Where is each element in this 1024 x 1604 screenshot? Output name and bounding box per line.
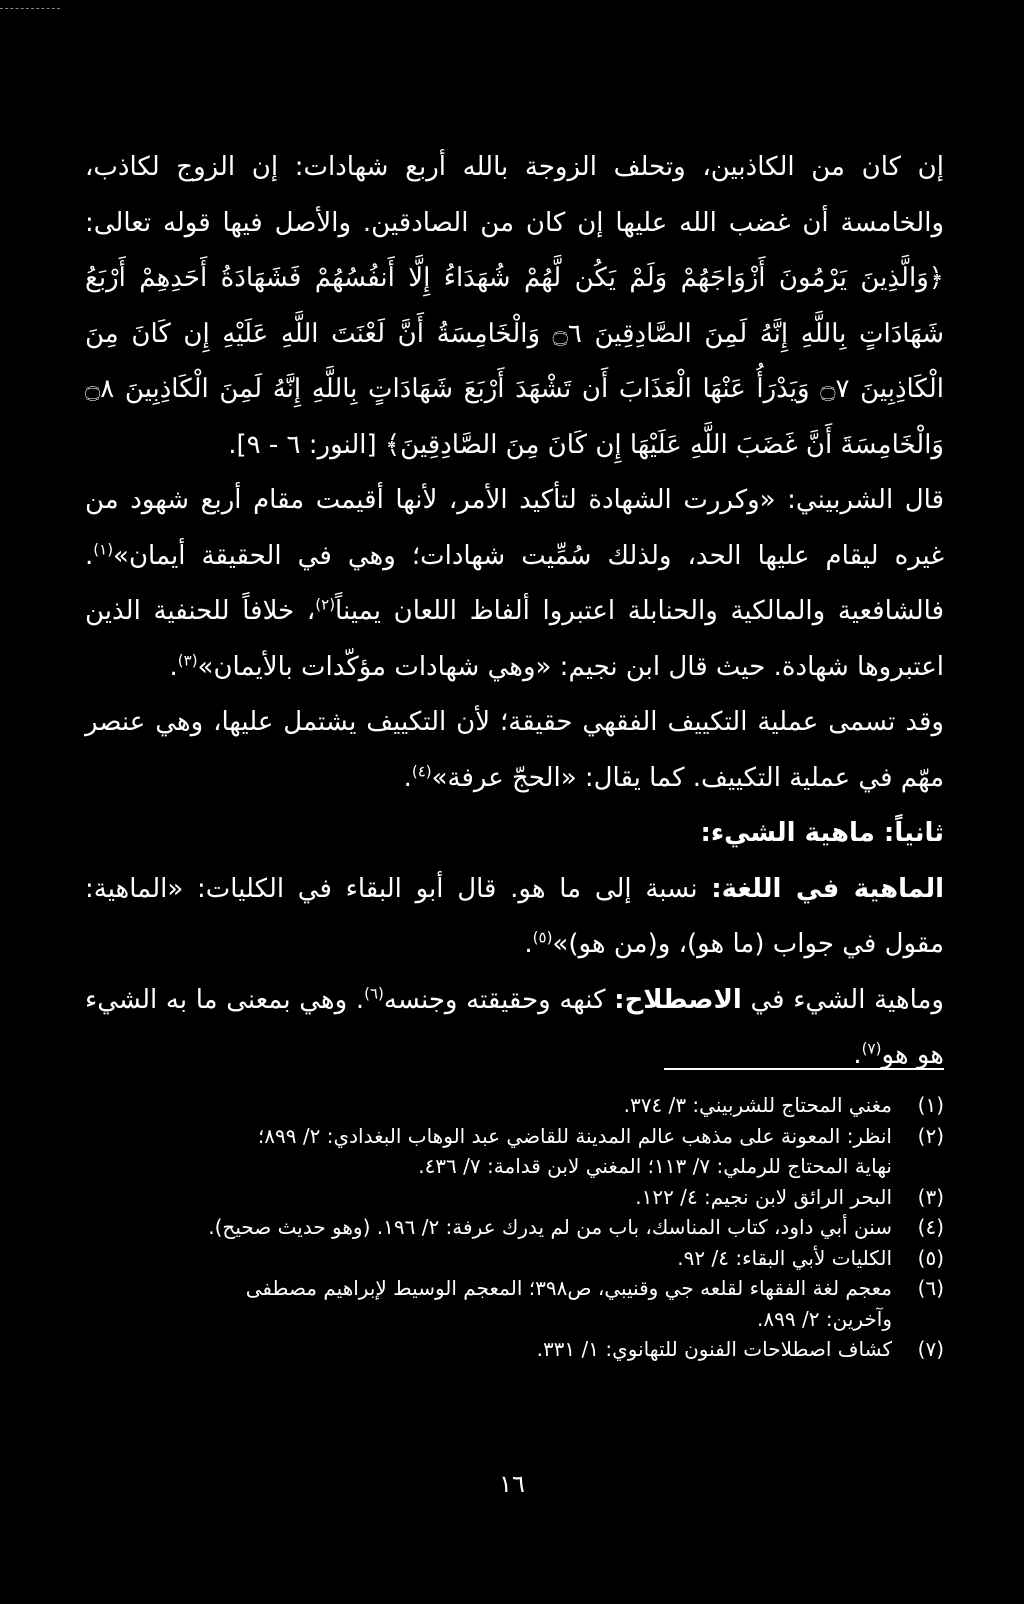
footnote-text: نهاية المحتاج للرملي: ٧/ ١١٣؛ المغني لابن قدامة: ٧/ ٤٣٦.: [418, 1154, 892, 1178]
footnote-continuation: [80, 1304, 944, 1335]
footnote-text: معجم لغة الفقهاء لقلعه جي وقنيبي، ص٣٩٨؛ المعجم الوسيط لإبراهيم مصطفى: [245, 1276, 892, 1300]
footnote-item: [80, 1090, 944, 1121]
footnote-text: مغني المحتاج للشربيني: ٣/ ٣٧٤.: [623, 1093, 892, 1117]
mahiya-istilah-term: الاصطلاح:: [614, 984, 742, 1015]
footnote-item: [80, 1273, 944, 1304]
footnote-text: سنن أبي داود، كتاب المناسك، باب من لم يدرك عرفة: ٢/ ١٩٦. (وهو حديث صحيح).: [208, 1215, 892, 1239]
verse-reference: [النور: ٦ - ٩].: [228, 429, 385, 460]
hanafi-text: ، خلافاً للحنفية الذين اعتبروها شهادة. حيث قال ابن نجيم: «وهي شهادات مؤكّدات بالأيمان»: [85, 596, 944, 682]
footnote-item: [80, 1121, 944, 1152]
footnote-number: (٤): [917, 1215, 944, 1239]
paragraph-haqiqa: وقد تسمى عملية التكييف الفقهي حقيقة؛ لأن التكييف يشتمل عليها، وهي عنصر مهّم في عملية التكييف. كما يقال: «الحجّ عرفة»$^{(٤)}$.: [85, 707, 944, 793]
footnote-text: انظر: المعونة على مذهب عالم المدينة للقاضي عبد الوهاب البغدادي: ٢/ ٨٩٩؛: [257, 1123, 892, 1148]
lian-text: إن كان من الكاذبين، وتحلف الزوجة بالله أربع شهادات: إن الزوج لكاذب، والخامسة أن غضب الله عليها إن كان من الصادقين. والأصل فيها قوله تعالى:: [85, 152, 944, 238]
footnote-number: (١): [917, 1093, 944, 1117]
mahiya-istilah-intro: وماهية الشيء في: [741, 984, 944, 1015]
mahiya-lugha-term: الماهية في اللغة:: [711, 873, 944, 904]
footnote-marker-7[interactable]: (٧): [861, 1039, 882, 1058]
shirbini-quote: قال الشربيني: «وكررت الشهادة لتأكيد الأمر، لأنها أقيمت مقام أربع شهود من غيره ليقام عليها الحد، ولذلك سُمِّيت شهادات؛ وهي في الحقيقة أيمان»: [85, 485, 944, 571]
paragraph-lian: [85, 140, 944, 473]
footnote-item: [80, 1212, 944, 1243]
footnote-marker-2[interactable]: (٢): [315, 595, 336, 614]
footnote-number: (٥): [917, 1245, 944, 1270]
schools-text: . فالشافعية والمالكية والحنابلة اعتبروا ألفاظ اللعان يميناً: [85, 540, 944, 626]
footnote-marker-4[interactable]: (٤): [411, 761, 432, 780]
footnote-text: وآخرين: ٢/ ٨٩٩.: [757, 1306, 892, 1331]
footnote-marker-3[interactable]: (٣): [177, 650, 198, 669]
mahiya-istilah-text: كنهه وحقيقته وجنسه: [383, 984, 615, 1015]
footnote-marker-1[interactable]: (١): [93, 539, 114, 558]
footnote-number: (٧): [917, 1337, 944, 1361]
footnote-marker-6[interactable]: (٦): [364, 983, 384, 1002]
quran-verse: ﴿وَالَّذِينَ يَرْمُونَ أَزْوَاجَهُمْ وَلَمْ يَكُن لَّهُمْ شُهَدَاءُ إِلَّا أَنفُسُهُمْ فَشَهَادَةُ أَحَدِهِمْ أَرْبَعُ شَهَادَاتٍ بِاللَّهِ إِنَّهُ لَمِنَ الصَّادِقِينَ ۝٦ وَالْخَامِسَةُ أَنَّ لَعْنَتَ اللَّهِ عَلَيْهِ إِن كَانَ مِنَ الْكَاذِبِينَ ۝٧ وَيَدْرَأُ عَنْهَا الْعَذَابَ أَن تَشْهَدَ أَرْبَعَ شَهَادَاتٍ بِاللَّهِ إِنَّهُ لَمِنَ الْكَاذِبِينَ ۝٨ وَالْخَامِسَةَ أَنَّ غَضَبَ اللَّهِ عَلَيْهَا إِن كَانَ مِنَ الصَّادِقِينَ﴾: [85, 263, 944, 460]
footnote-item: [80, 1243, 944, 1274]
footnote-item: [80, 1182, 944, 1213]
paragraph-mahiya-lugha: الماهية في اللغة: نسبة إلى ما هو. قال أبو البقاء في الكليات: «الماهية: مقول في جواب (ما هو)، و(من هو)»$^{(٥)}$.: [85, 873, 944, 959]
haqiqa-text: وقد تسمى عملية التكييف الفقهي حقيقة؛ لأن التكييف يشتمل عليها، وهي عنصر مهّم في عملية التكييف. كما يقال: «الحجّ عرفة»: [85, 707, 944, 793]
page-number: ١٦: [499, 1470, 525, 1498]
paragraph-mahiya-istilah: وماهية الشيء في الاصطلاح: كنهه وحقيقته وجنسه$^{(٦)}$. وهي بمعنى ما به الشيء هو هو$^{(٧)}$.: [85, 983, 944, 1070]
mahiya-lugha-text: نسبة إلى ما هو. قال أبو البقاء في الكليات: «الماهية: مقول في جواب (ما هو)، و(من هو)»: [85, 873, 944, 959]
scan-edge-mark: [0, 8, 60, 9]
footnote-item: [80, 1334, 944, 1365]
footnotes: [80, 1090, 944, 1365]
section-heading: ثانياً: ماهية الشيء:: [700, 818, 944, 848]
footnote-separator: [664, 1068, 944, 1070]
paragraph-shirbini: قال الشربيني: «وكررت الشهادة لتأكيد الأمر، لأنها أقيمت مقام أربع شهود من غيره ليقام عليها الحد، ولذلك سُمِّيت شهادات؛ وهي في الحقيقة أيمان»$^{(١)}$. فالشافعية والمالكية والحنابلة اعتبروا ألفاظ اللعان يميناً$^{(٢)}$، خلافاً للحنفية الذين اعتبروها شهادة. حيث قال ابن نجيم: «وهي شهادات مؤكّدات بالأيمان»$^{(٣)}$.: [85, 485, 944, 682]
main-text: [85, 140, 944, 1084]
footnote-continuation: [80, 1151, 944, 1182]
footnote-number: (٣): [917, 1184, 944, 1209]
footnote-number: (٢): [917, 1123, 944, 1148]
footnote-marker-5[interactable]: (٥): [532, 928, 553, 947]
footnote-text: الكليات لأبي البقاء: ٤/ ٩٢.: [677, 1245, 892, 1270]
footnote-number: (٦): [917, 1276, 944, 1300]
footnote-text: البحر الرائق لابن نجيم: ٤/ ١٢٢.: [635, 1184, 892, 1209]
footnote-text: كشاف اصطلاحات الفنون للتهانوي: ١/ ٣٣١.: [536, 1337, 892, 1361]
mahiya-istilah-text-2: . وهي بمعنى ما به الشيء هو هو: [85, 984, 944, 1070]
